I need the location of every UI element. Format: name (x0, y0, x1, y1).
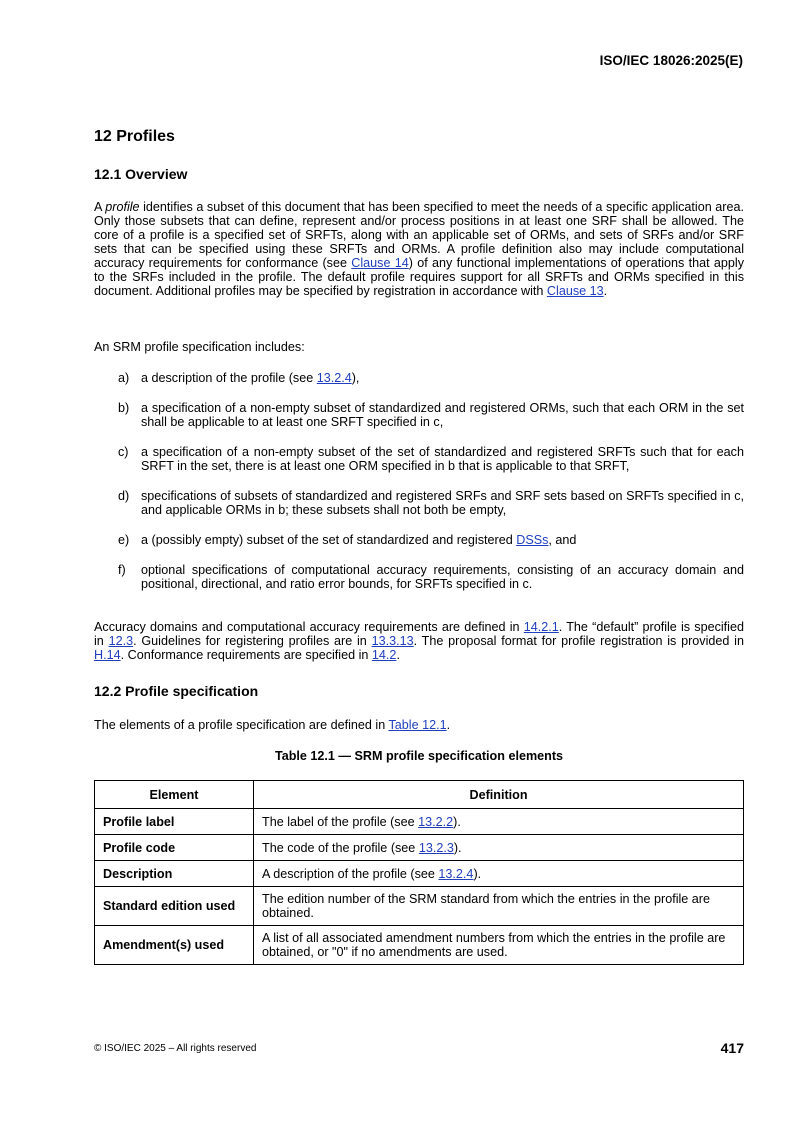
elements-paragraph: The elements of a profile specification are defined in Table 12.1. (94, 718, 451, 732)
ref-link[interactable]: 13.2.2 (418, 814, 454, 829)
column-header-element: Element (95, 781, 254, 809)
ref-link-14-2[interactable]: 14.2 (371, 648, 397, 662)
element-cell: Description (95, 861, 254, 887)
definition-cell: A description of the profile (see 13.2.4). (254, 861, 744, 887)
ref-link-h-14[interactable]: H.14 (94, 648, 121, 662)
profile-spec-list (94, 371, 744, 607)
includes-intro: An SRM profile specification includes: (94, 340, 305, 354)
element-cell: Amendment(s) used (95, 926, 254, 965)
list-item: f) optional specifications of computational accuracy requirements, consisting of an accuracy domain and positional, directional, and ratio error bounds, for SRFTs specified in c. (118, 563, 744, 591)
ref-link-13-3-13[interactable]: 13.3.13 (371, 634, 414, 648)
copyright-footer: © ISO/IEC 2025 – All rights reserved (94, 1043, 257, 1054)
table-row (95, 861, 744, 887)
definition-cell: The edition number of the SRM standard from which the entries in the profile are obtained. (254, 887, 744, 926)
list-item: d) specifications of subsets of standardized and registered SRFs and SRF sets based on SRFTs specified in c, and applicable ORMs in b; these subsets shall not both be empty, (118, 489, 744, 517)
list-item: e) a (possibly empty) subset of the set of standardized and registered DSSs, and (118, 533, 577, 547)
ref-link[interactable]: 13.2.3 (418, 840, 454, 855)
overview-paragraph: A profile identifies a subset of this document that has been specified to meet the needs of a specific application area. Only those subsets that can define, represent and/or process positions in at least one SRF shall be allowed. The core of a profile is a specified set of SRFTs, along with an applicable set of ORMs, and sets of SRFs and/or SRF sets that can be specified using these SRFTs and ORMs. A profile definition also may include computational accuracy requirements for conformance (see Clause 14) of any functional implementations of operations that apply to the SRFs included in the profile. The default profile requires support for all SRFTs and ORMs specified in this document. Additional profiles may be specified by registration in accordance with Clause 13. (94, 200, 745, 298)
table-12-1-link[interactable]: Table 12.1 (388, 718, 447, 732)
dss-link[interactable]: DSSs (516, 533, 549, 547)
list-item: a) a description of the profile (see 13.2.4), (118, 371, 360, 385)
ref-link[interactable]: 13.2.4 (438, 866, 474, 881)
element-cell: Profile label (95, 809, 254, 835)
clause-14-link[interactable]: Clause 14 (351, 256, 409, 270)
profile-elements-table (94, 780, 744, 965)
list-item: b) a specification of a non-empty subset of standardized and registered ORMs, such that each ORM in the set shall be applicable to at least one SRFT specified in c, (118, 401, 744, 429)
overview-heading: 12.1 Overview (94, 166, 188, 182)
definition-cell: The code of the profile (see 13.2.3). (254, 835, 744, 861)
table-row (95, 926, 744, 965)
ref-link-12-3[interactable]: 12.3 (108, 634, 134, 648)
element-cell: Standard edition used (95, 887, 254, 926)
table-row (95, 887, 744, 926)
table-header-row (95, 781, 744, 809)
ref-link-14-2-1[interactable]: 14.2.1 (523, 620, 559, 634)
column-header-definition: Definition (254, 781, 744, 809)
profile-spec-heading: 12.2 Profile specification (94, 683, 259, 699)
element-cell: Profile code (95, 835, 254, 861)
table-caption: Table 12.1 — SRM profile specification elements (274, 749, 564, 763)
list-item: c) a specification of a non-empty subset of the set of standardized and registered SRFTs such that for each SRFT in the set, there is at least one ORM specified in b that is applicable to that SRFT, (118, 445, 744, 473)
accuracy-paragraph: Accuracy domains and computational accuracy requirements are defined in 14.2.1. The “default” profile is specified in 12.3. Guidelines for registering profiles are in 13.3.13. The proposal format for profile registration is provided in H.14. Conformance requirements are specified in 14.2. (94, 620, 744, 662)
definition-cell: The label of the profile (see 13.2.2). (254, 809, 744, 835)
clause-13-link[interactable]: Clause 13 (546, 284, 604, 298)
section-title: 12 Profiles (94, 128, 175, 145)
profile-term: profile (105, 200, 140, 214)
ref-link[interactable]: 13.2.4 (316, 371, 352, 385)
definition-cell: A list of all associated amendment numbers from which the entries in the profile are obtained, or "0" if no amendments are used. (254, 926, 744, 965)
table-row (95, 809, 744, 835)
table-row (95, 835, 744, 861)
document-id-header: ISO/IEC 18026:2025(E) (599, 53, 743, 68)
page-number: 417 (720, 1040, 744, 1056)
